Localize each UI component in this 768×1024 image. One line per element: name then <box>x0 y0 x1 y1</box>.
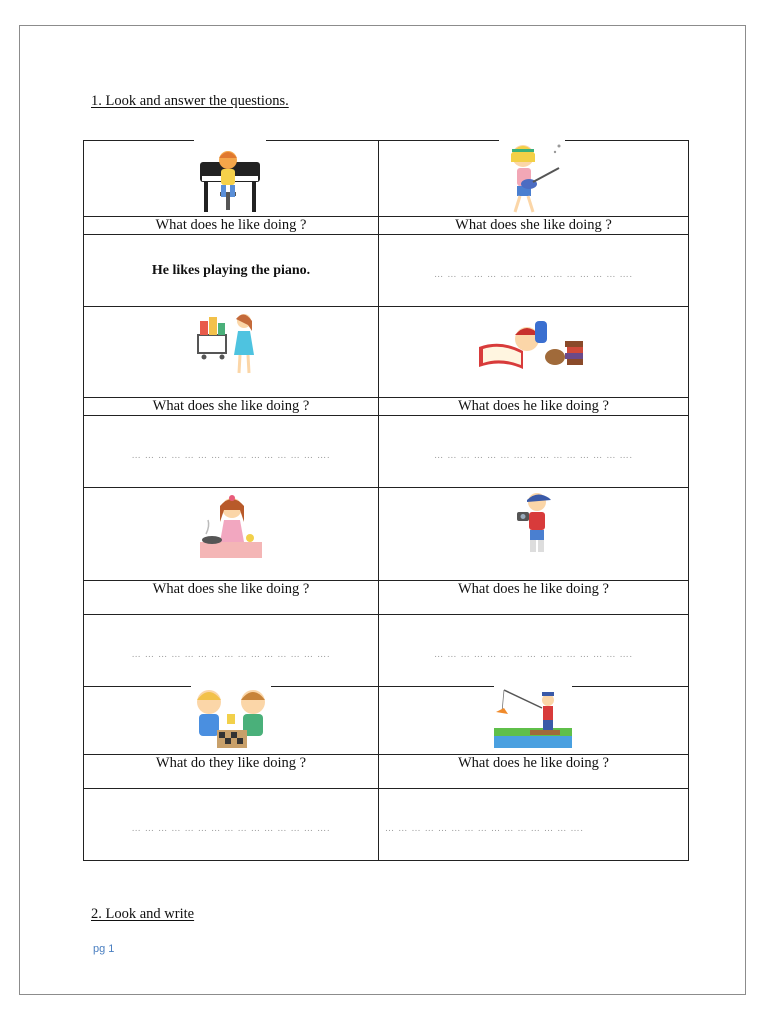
picture-cell-guitar <box>379 141 689 217</box>
question-row <box>84 581 689 615</box>
worksheet-table <box>83 140 689 861</box>
answer-row <box>84 615 689 687</box>
answer-cell[interactable] <box>84 416 379 488</box>
picture-row <box>84 687 689 755</box>
section-2-heading: 2. Look and write <box>91 906 195 922</box>
answer-blank: … … … … … … … … … … … … … … …. <box>434 449 633 460</box>
answer-blank: … … … … … … … … … … … … … … …. <box>131 822 331 833</box>
question-row <box>84 398 689 416</box>
answer-cell[interactable] <box>379 615 689 687</box>
section-1-heading: 1. Look and answer the questions. <box>91 93 289 109</box>
question-cell: What does he like doing ? <box>84 217 379 235</box>
answer-row <box>84 235 689 307</box>
answer-blank: … … … … … … … … … … … … … … …. <box>434 648 633 659</box>
answer-row <box>84 416 689 488</box>
question-cell: What do they like doing ? <box>84 755 379 789</box>
man-fishing-icon <box>494 686 572 748</box>
picture-cell-shopping <box>84 307 379 398</box>
picture-cell-reading <box>379 307 689 398</box>
answer-cell[interactable] <box>84 615 379 687</box>
answer-blank: … … … … … … … … … … … … … … …. <box>131 648 331 659</box>
answer-cell[interactable] <box>84 235 379 307</box>
answer-cell[interactable] <box>379 416 689 488</box>
picture-row <box>84 307 689 398</box>
page-number: pg 1 <box>93 943 115 955</box>
boy-reading-books-icon <box>477 317 587 375</box>
answer-cell[interactable] <box>84 789 379 861</box>
question-cell: What does she like doing ? <box>379 217 689 235</box>
answer-cell[interactable] <box>379 235 689 307</box>
question-cell: What does he like doing ? <box>379 581 689 615</box>
picture-cell-chess <box>84 687 379 755</box>
question-row <box>84 755 689 789</box>
boys-playing-chess-icon <box>191 686 271 752</box>
answer-blank: … … … … … … … … … … … … … … …. <box>434 268 633 279</box>
girl-playing-guitar-icon <box>499 140 565 216</box>
picture-cell-cooking <box>84 488 379 581</box>
girl-cooking-icon <box>200 492 262 560</box>
answer-blank: … … … … … … … … … … … … … … …. <box>385 822 584 833</box>
question-row <box>84 217 689 235</box>
answer-cell[interactable] <box>379 789 689 861</box>
question-cell: What does he like doing ? <box>379 755 689 789</box>
picture-row <box>84 488 689 581</box>
question-cell: What does she like doing ? <box>84 581 379 615</box>
answer-text: He likes playing the piano. <box>151 262 311 278</box>
answer-blank: … … … … … … … … … … … … … … …. <box>131 449 331 460</box>
picture-cell-fishing <box>379 687 689 755</box>
picture-cell-photos <box>379 488 689 581</box>
picture-cell-piano <box>84 141 379 217</box>
question-cell: What does he like doing ? <box>379 398 689 416</box>
boy-playing-piano-icon <box>194 140 266 214</box>
boy-taking-photos-icon <box>515 490 555 556</box>
answer-row <box>84 789 689 861</box>
girl-shopping-cart-icon <box>192 309 264 381</box>
question-cell: What does she like doing ? <box>84 398 379 416</box>
picture-row <box>84 141 689 217</box>
